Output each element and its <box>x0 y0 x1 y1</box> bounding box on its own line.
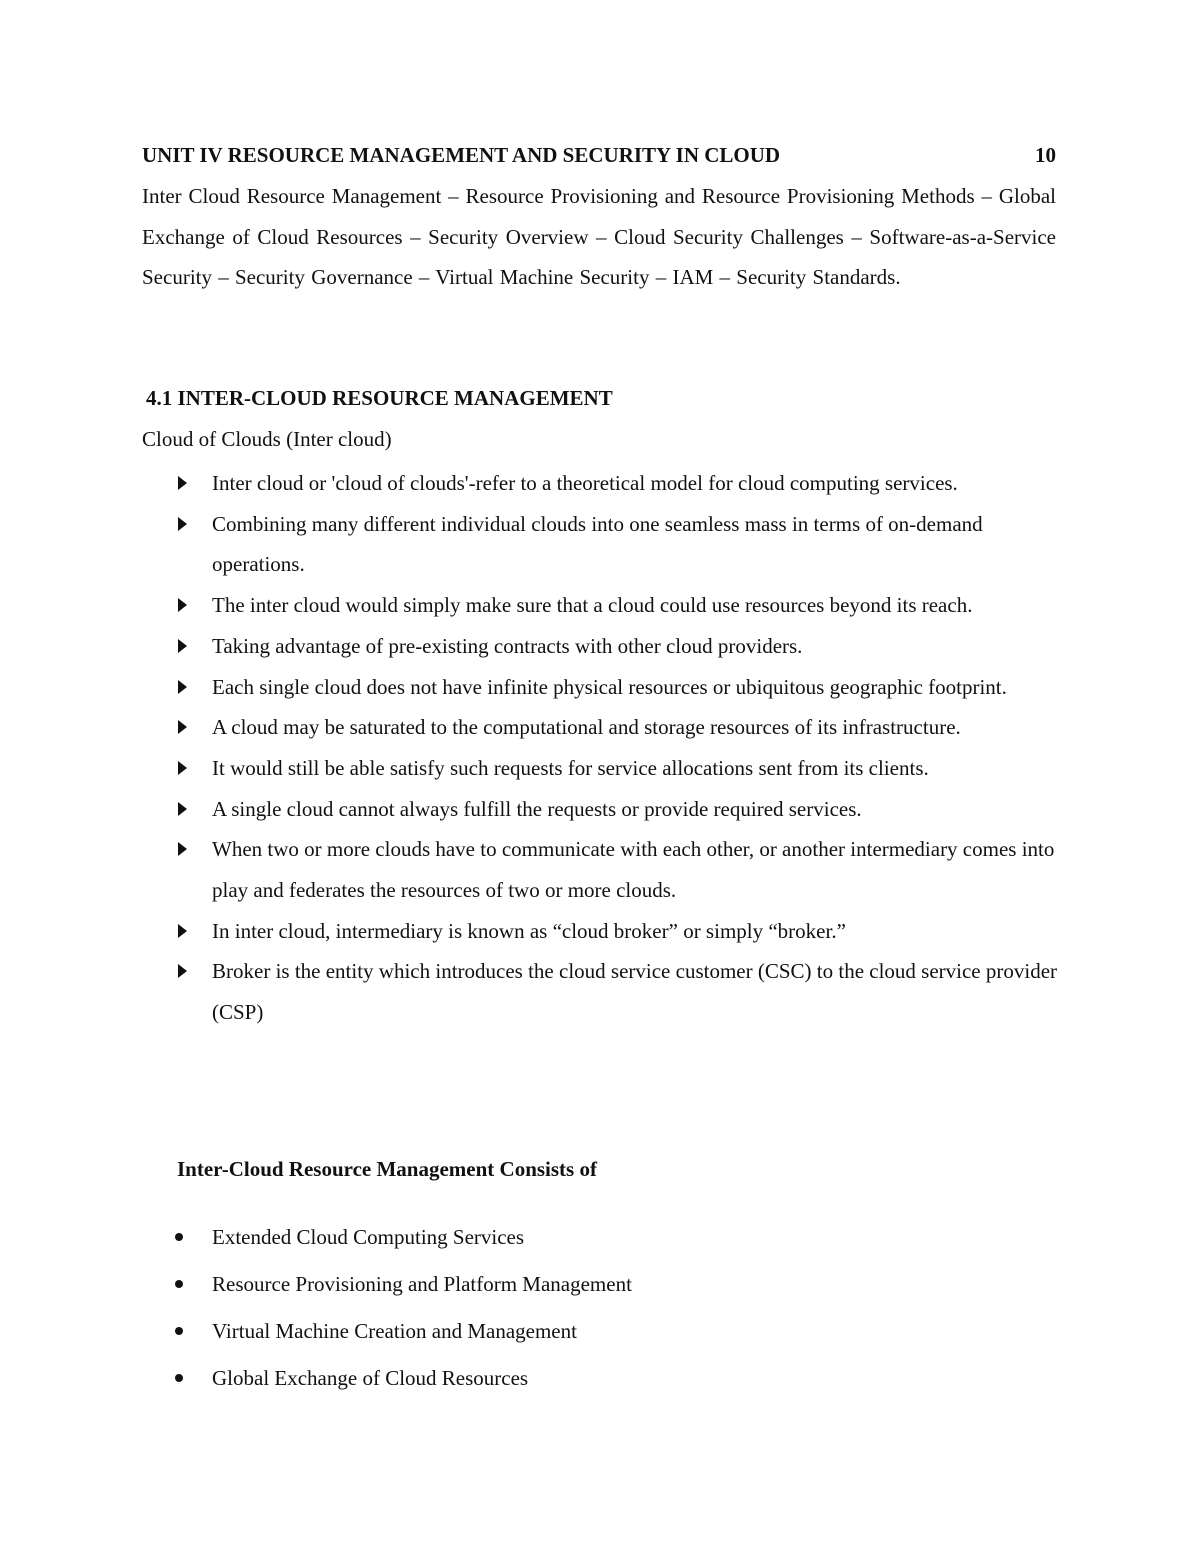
arrow-bullet-icon <box>178 720 187 734</box>
inter-cloud-points-list <box>172 463 1062 1033</box>
list-item-text: Combining many different individual clouds into one seamless mass in terms of on-demand operations. <box>212 511 983 577</box>
list-item-text: The inter cloud would simply make sure that a cloud could use resources beyond its reach. <box>212 593 973 618</box>
arrow-bullet-icon <box>178 517 187 531</box>
list-item-text: In inter cloud, intermediary is known as “cloud broker” or simply “broker.” <box>212 918 846 943</box>
list-item-text: Inter cloud or 'cloud of clouds'-refer to a theoretical model for cloud computing services. <box>212 471 958 495</box>
consists-of-list <box>172 1222 632 1410</box>
list-item <box>172 504 1062 585</box>
list-item <box>172 626 1062 667</box>
list-item-text: Resource Provisioning and Platform Management <box>212 1272 632 1296</box>
list-item <box>172 1363 632 1410</box>
arrow-bullet-icon <box>178 476 187 490</box>
list-item-text: Virtual Machine Creation and Management <box>212 1319 577 1343</box>
list-item-text: Taking advantage of pre-existing contracts with other cloud providers. <box>212 633 803 658</box>
list-item-text: Broker is the entity which introduces the cloud service customer (CSC) to the cloud service provider (CSP) <box>212 959 1058 1025</box>
list-item <box>172 789 1062 830</box>
arrow-bullet-icon <box>178 802 187 816</box>
arrow-bullet-icon <box>178 639 187 653</box>
list-item <box>172 748 1062 789</box>
arrow-bullet-icon <box>178 964 187 978</box>
list-item <box>172 1316 632 1363</box>
unit-hours: 10 <box>1035 143 1056 167</box>
list-item-text: When two or more clouds have to communicate with each other, or another intermediary comes into play and federates the resources of two or more clouds. <box>212 837 1055 903</box>
list-item-text: Global Exchange of Cloud Resources <box>212 1366 529 1390</box>
unit-header <box>142 140 1056 170</box>
list-item-text: A single cloud cannot always fulfill the requests or provide required services. <box>212 796 862 821</box>
consists-of-heading: Inter-Cloud Resource Management Consists of <box>177 1157 597 1181</box>
arrow-bullet-icon <box>178 761 187 775</box>
list-item-text: Each single cloud does not have infinite physical resources or ubiquitous geographic footprint. <box>212 674 1007 699</box>
unit-title: UNIT IV RESOURCE MANAGEMENT AND SECURITY IN CLOUD <box>142 143 781 167</box>
list-item-text: A cloud may be saturated to the computational and storage resources of its infrastructure. <box>212 715 961 740</box>
syllabus-paragraph: Inter Cloud Resource Management – Resource Provisioning and Resource Provisioning Methods – Global Exchange of Cloud Resources – Security Overview – Cloud Security Challenges – Software-as-a-Service Security – Security Governance – Virtual Machine Security – IAM – Security Standards. <box>142 184 1056 289</box>
section-title: 4.1 INTER-CLOUD RESOURCE MANAGEMENT <box>146 386 613 410</box>
list-item <box>172 1222 632 1269</box>
section-subheading: Cloud of Clouds (Inter cloud) <box>142 427 392 451</box>
list-item <box>172 707 1062 748</box>
list-item <box>172 1269 632 1316</box>
list-item <box>172 463 1062 504</box>
list-item-text: It would still be able satisfy such requests for service allocations sent from its clients. <box>212 755 929 780</box>
list-item-text: Extended Cloud Computing Services <box>212 1225 525 1249</box>
list-item <box>172 951 1062 1032</box>
bullet-dot-icon <box>175 1327 183 1335</box>
list-item <box>172 667 1062 708</box>
arrow-bullet-icon <box>178 842 187 856</box>
bullet-dot-icon <box>175 1374 183 1382</box>
arrow-bullet-icon <box>178 680 187 694</box>
bullet-dot-icon <box>175 1280 183 1288</box>
arrow-bullet-icon <box>178 924 187 938</box>
list-item <box>172 585 1062 626</box>
list-item <box>172 829 1062 910</box>
list-item <box>172 911 1062 952</box>
arrow-bullet-icon <box>178 598 187 612</box>
bullet-dot-icon <box>175 1233 183 1241</box>
